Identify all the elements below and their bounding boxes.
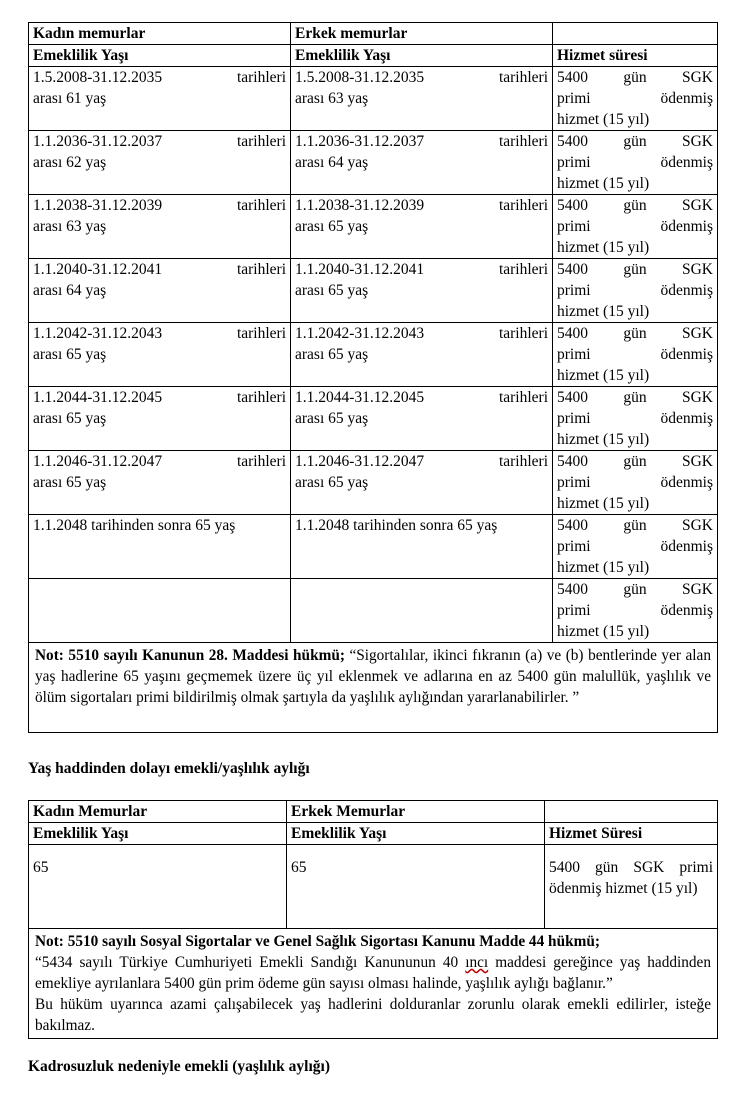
- caption-no-position-retirement: Kadrosuzluk nedeniyle emekli (yaşlılık aylığı): [28, 1058, 330, 1075]
- table-subheader-row: [29, 45, 718, 67]
- table-header-row: [29, 801, 718, 823]
- note-row: [29, 929, 718, 1039]
- law-note-28: Not: 5510 sayılı Kanunun 28. Maddesi hükmü; “Sigortalılar, ikinci fıkranın (a) ve (b) bentlerinde yer alan yaş hadlerine 65 yaşını geçmemek üzere üç yıl eklenmek ve adlarına en az 5400 gün malullük, yaşlılık ve ölüm sigortaları primi bildirilmiş olmak şartıyla da yaşlılık aylığından yararlanabilirler. ˮ: [29, 643, 718, 733]
- men-age-cell: 1.1.2044-31.12.2045 tarihleri arası 65 yaş: [291, 387, 553, 451]
- men-age-cell: 1.1.2042-31.12.2043 tarihleri arası 65 yaş: [291, 323, 553, 387]
- women-age-cell-empty: [29, 579, 291, 643]
- table-row: [29, 195, 718, 259]
- men-age-cell-empty: [291, 579, 553, 643]
- women-age-cell: 1.1.2040-31.12.2041 tarihleri arası 64 yaş: [29, 259, 291, 323]
- table-row: [29, 579, 718, 643]
- caption-age-limit-retirement: Yaş haddinden dolayı emekli/yaşlılık aylığı: [28, 760, 310, 777]
- note-row: [29, 643, 718, 733]
- women-age-cell: 65: [29, 845, 287, 929]
- women-age-cell: 1.5.2008-31.12.2035 tarihleri arası 61 yaş: [29, 67, 291, 131]
- column-header-women: Kadın memurlar: [29, 23, 291, 45]
- men-age-cell: 1.1.2036-31.12.2037 tarihleri arası 64 yaş: [291, 131, 553, 195]
- subheader-service: Hizmet süresi: [553, 45, 718, 67]
- subheader-women-age: Emeklilik Yaşı: [29, 45, 291, 67]
- column-header-women: Kadın Memurlar: [29, 801, 287, 823]
- service-cell: 5400 gün SGK primi ödenmiş hizmet (15 yıl): [545, 845, 718, 929]
- retirement-age-table-1: [28, 22, 718, 733]
- subheader-women-age: Emeklilik Yaşı: [29, 823, 287, 845]
- service-cell: 5400 gün SGK primi ödenmiş hizmet (15 yıl): [553, 451, 718, 515]
- retirement-age-table-2: [28, 800, 718, 1039]
- table-row: [29, 67, 718, 131]
- subheader-service: Hizmet Süresi: [545, 823, 718, 845]
- subheader-men-age: Emeklilik Yaşı: [291, 45, 553, 67]
- table-row: [29, 131, 718, 195]
- men-age-cell: 1.1.2040-31.12.2041 tarihleri arası 65 yaş: [291, 259, 553, 323]
- women-age-cell: 1.1.2042-31.12.2043 tarihleri arası 65 yaş: [29, 323, 291, 387]
- table-row: [29, 323, 718, 387]
- service-cell: 5400 gün SGK primi ödenmiş hizmet (15 yıl): [553, 67, 718, 131]
- service-cell: 5400 gün SGK primi ödenmiş hizmet (15 yıl): [553, 515, 718, 579]
- table-subheader-row: [29, 823, 718, 845]
- table-row: [29, 387, 718, 451]
- table-row: [29, 259, 718, 323]
- women-age-cell: 1.1.2048 tarihinden sonra 65 yaş: [29, 515, 291, 579]
- women-age-cell: 1.1.2036-31.12.2037 tarihleri arası 62 yaş: [29, 131, 291, 195]
- column-header-men: Erkek memurlar: [291, 23, 553, 45]
- column-header-men: Erkek Memurlar: [287, 801, 545, 823]
- service-cell: 5400 gün SGK primi ödenmiş hizmet (15 yıl): [553, 259, 718, 323]
- law-note-44: Not: 5510 sayılı Sosyal Sigortalar ve Genel Sağlık Sigortası Kanunu Madde 44 hükmü; “5434 sayılı Türkiye Cumhuriyeti Emekli Sandığı Kanununun 40 ıncı maddesi gereğince yaş haddinden emekliye ayrılanlara 5400 gün prim ödeme gün sayısı olması halinde, yaşlılık aylığı bağlanır.” Bu hüküm uyarınca azami çalışabilecek yaş hadlerini dolduranlar zorunlu olarak emekli edilirler, isteğe bakılmaz.: [29, 929, 718, 1039]
- service-cell: 5400 gün SGK primi ödenmiş hizmet (15 yıl): [553, 323, 718, 387]
- service-cell: 5400 gün SGK primi ödenmiş hizmet (15 yıl): [553, 579, 718, 643]
- service-cell: 5400 gün SGK primi ödenmiş hizmet (15 yıl): [553, 131, 718, 195]
- table-row: [29, 451, 718, 515]
- service-cell: 5400 gün SGK primi ödenmiş hizmet (15 yıl): [553, 387, 718, 451]
- table-row: [29, 845, 718, 929]
- men-age-cell: 1.1.2046-31.12.2047 tarihleri arası 65 yaş: [291, 451, 553, 515]
- column-header-empty: [545, 801, 718, 823]
- women-age-cell: 1.1.2038-31.12.2039 tarihleri arası 63 yaş: [29, 195, 291, 259]
- service-cell: 5400 gün SGK primi ödenmiş hizmet (15 yıl): [553, 195, 718, 259]
- women-age-cell: 1.1.2046-31.12.2047 tarihleri arası 65 yaş: [29, 451, 291, 515]
- men-age-cell: 1.5.2008-31.12.2035 tarihleri arası 63 yaş: [291, 67, 553, 131]
- women-age-cell: 1.1.2044-31.12.2045 tarihleri arası 65 yaş: [29, 387, 291, 451]
- column-header-empty: [553, 23, 718, 45]
- table-header-row: [29, 23, 718, 45]
- men-age-cell: 65: [287, 845, 545, 929]
- men-age-cell: 1.1.2048 tarihinden sonra 65 yaş: [291, 515, 553, 579]
- table-row: [29, 515, 718, 579]
- subheader-men-age: Emeklilik Yaşı: [287, 823, 545, 845]
- men-age-cell: 1.1.2038-31.12.2039 tarihleri arası 65 yaş: [291, 195, 553, 259]
